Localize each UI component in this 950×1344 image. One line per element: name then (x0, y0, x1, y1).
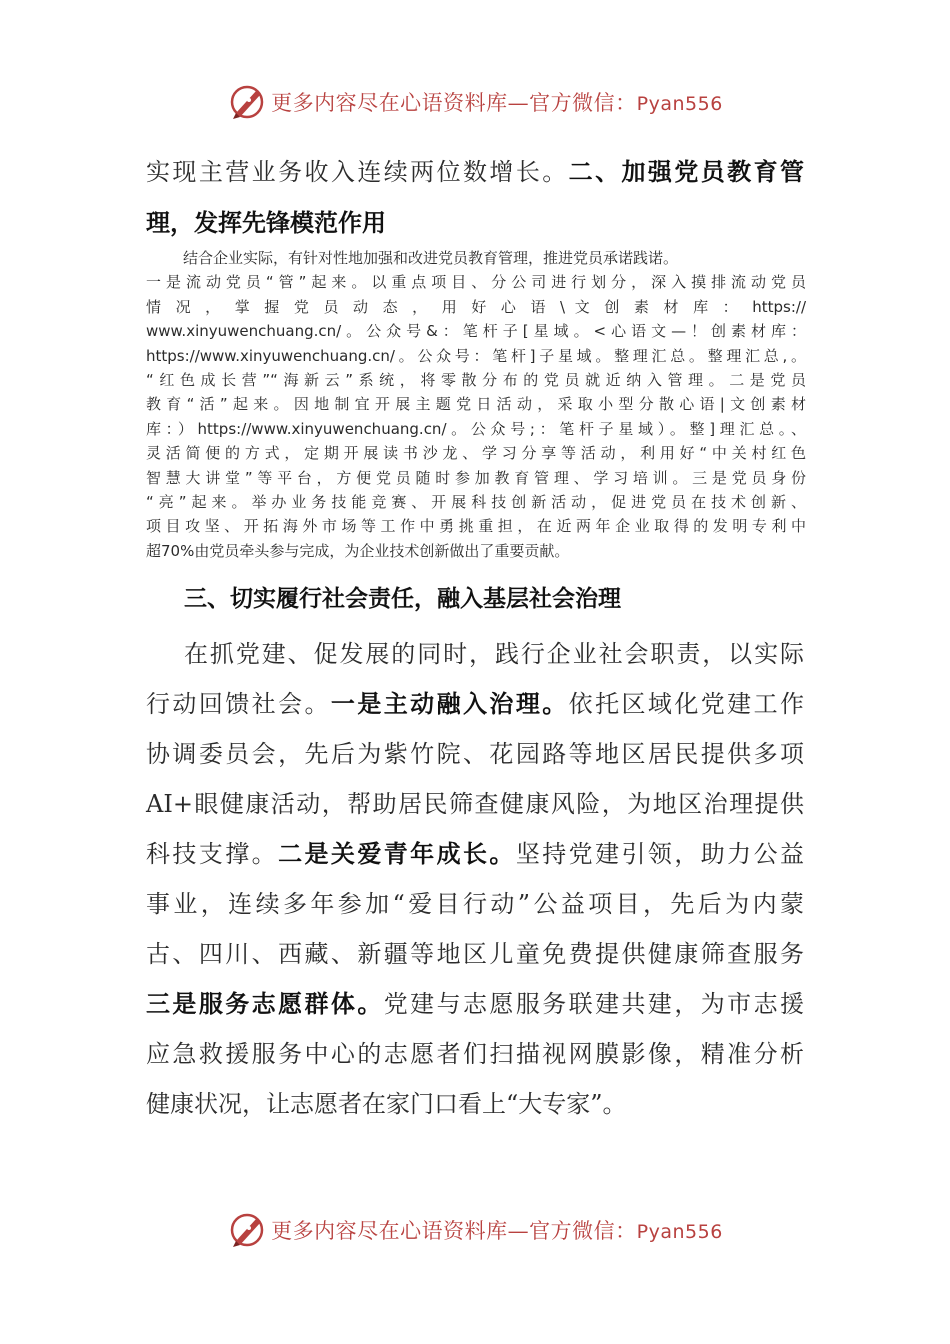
point-1-heading: 一是主动融入治理。 (330, 689, 569, 718)
section2-line: 结合企业实际，有针对性地加强和改进党员教育管理，推进党员承诺践诺。 (183, 249, 679, 267)
footer-banner (0, 1208, 950, 1252)
section3-heading: 三、切实履行社会责任，融入基层社会治理 (184, 586, 621, 612)
section3-line: AI+眼健康活动，帮助居民筛查健康风险，为地区治理提供 (146, 790, 804, 818)
intro-line-1 (146, 152, 804, 187)
section2-line: 库：）https://www.xinyuwenchuang.cn/。公众号;：笔杆子星域）。整]理汇总。、 (146, 419, 806, 438)
pen-logo-icon (227, 1210, 267, 1250)
section2-line: 项目攻坚、开拓海外市场等工作中勇挑重担，在近两年企业取得的发明专利中 (146, 517, 806, 536)
section3-line-text: 科技支撑。 (146, 840, 279, 868)
section2-body (146, 246, 806, 563)
section3-line (146, 834, 804, 869)
section3-line: 古、四川、西藏、新疆等地区儿童免费提供健康筛查服务 (146, 940, 804, 968)
section2-line: www.xinyuwenchuang.cn/。公众号&：笔杆子[星域。<心语文—！创素材库： (146, 322, 806, 341)
section3-line: 事业，连续多年参加“爱目行动”公益项目，先后为内蒙 (146, 890, 804, 918)
section3-line: 应急救援服务中心的志愿者们扫描视网膜影像，精准分析 (146, 1040, 804, 1068)
section3-line-text: 依托区域化党建工作 (568, 690, 805, 718)
wechat-id: Pyan556 (636, 93, 723, 115)
section3-line-text: 行动回馈社会。 (146, 690, 331, 718)
section3-line-text: 党建与志愿服务联建共建，为市志援 (383, 990, 804, 1018)
section2-line: 教育“活”起来。因地制宜开展主题党日活动，采取小型分散心语|文创素材 (146, 395, 806, 414)
wechat-id: Pyan556 (636, 1221, 723, 1243)
section3-line (146, 684, 804, 719)
banner-text: 更多内容尽在心语资料库—官方微信： (271, 91, 637, 115)
section2-line: 情 况 ， 掌 握 党 员 动 态 ， 用 好 心 语 \ 文 创 素 材 库 ： https:// (146, 297, 806, 316)
section2-line: 智慧大讲堂”等平台，方便党员随时参加教育管理、学习培训。三是党员身份 (146, 468, 806, 487)
header-banner (0, 80, 950, 124)
section3-line (146, 984, 804, 1019)
section2-heading-start: 二、加强党员教育管 (568, 157, 805, 186)
section3-line: 在抓党建、促发展的同时，践行企业社会职责，以实际 (184, 640, 804, 668)
section3-line-text: 坚持党建引领，助力公益 (515, 840, 805, 868)
pen-logo-icon (227, 82, 267, 122)
section3-line: 健康状况，让志愿者在家门口看上“大专家”。 (146, 1090, 627, 1118)
section2-line: 灵活简便的方式，定期开展读书沙龙、学习分享等活动，利用好“中关村红色 (146, 444, 806, 463)
section2-line: “亮”起来。举办业务技能竞赛、开展科技创新活动，促进党员在技术创新、 (146, 492, 806, 511)
banner-text: 更多内容尽在心语资料库—官方微信： (271, 1219, 637, 1243)
intro-line-1-text: 实现主营业务收入连续两位数增长。 (146, 158, 569, 186)
section2-line: 一是流动党员“管”起来。以重点项目、分公司进行划分，深入摸排流动党员 (146, 273, 806, 292)
section2-heading-end: 理，发挥先锋模范作用 (146, 208, 386, 237)
section2-line: 超70%由党员牵头参与完成，为企业技术创新做出了重要贡献。 (146, 541, 570, 560)
section3-line: 协调委员会，先后为紫竹院、花园路等地区居民提供多项 (146, 740, 804, 768)
section2-line: https://www.xinyuwenchuang.cn/。公众号：笔杆]子星域。整理汇总。整理汇总,。 (146, 346, 806, 365)
section2-line: “红色成长营”“海新云”系统，将零散分布的党员就近纳入管理。二是党员 (146, 370, 806, 389)
point-2-heading: 二是关爱青年成长。 (278, 839, 516, 868)
point-3-heading: 三是服务志愿群体。 (146, 989, 384, 1018)
